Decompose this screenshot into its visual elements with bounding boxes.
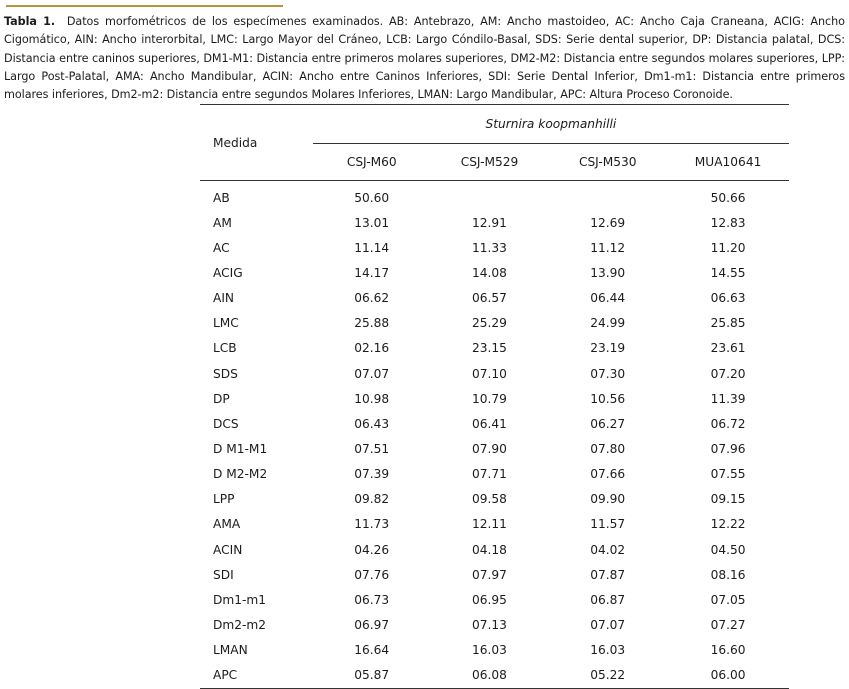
row-label: AMA xyxy=(213,517,241,532)
row-label: ACIG xyxy=(213,265,243,280)
table-cell: 12.11 xyxy=(472,517,507,532)
row-label: Dm2-m2 xyxy=(213,617,267,632)
row-label: DP xyxy=(213,391,230,406)
table-cell: 11.14 xyxy=(354,240,390,255)
table-cell: 07.07 xyxy=(590,617,626,632)
table-cell: 09.58 xyxy=(472,492,507,507)
table-cell: 09.82 xyxy=(354,492,390,507)
row-header-medida: Medida xyxy=(200,105,313,181)
row-label: AB xyxy=(213,190,230,205)
table-cell: 11.20 xyxy=(710,240,746,255)
table-cell: 07.71 xyxy=(472,467,507,482)
row-label: AC xyxy=(213,240,230,255)
table-cell: 11.73 xyxy=(354,517,390,532)
column-header: CSJ-M529 xyxy=(431,144,549,181)
table-cell: 14.08 xyxy=(472,265,507,280)
row-label: LMC xyxy=(213,316,239,331)
table-cell: 04.50 xyxy=(710,542,746,557)
table-cell: 06.95 xyxy=(472,592,507,607)
table-cell: 06.73 xyxy=(354,592,390,607)
table-row xyxy=(200,181,789,211)
table-cell: 11.12 xyxy=(590,240,626,255)
table-cell: 08.16 xyxy=(710,567,746,582)
table-cell: 25.85 xyxy=(710,316,746,331)
table-cell: 07.27 xyxy=(710,617,746,632)
row-label: APC xyxy=(213,668,238,683)
table-cell: 06.62 xyxy=(354,291,390,306)
table-row xyxy=(200,286,789,311)
table-cell: 07.87 xyxy=(590,567,626,582)
table-cell: 06.41 xyxy=(472,416,507,431)
table-cell: 11.39 xyxy=(710,391,746,406)
table-cell: 10.98 xyxy=(354,391,390,406)
table-cell: 24.99 xyxy=(590,316,626,331)
table-cell: 06.87 xyxy=(590,592,626,607)
row-label: D M2-M2 xyxy=(213,467,268,482)
row-label: Dm1-m1 xyxy=(213,592,267,607)
table-row xyxy=(200,612,789,637)
table-cell: 16.64 xyxy=(354,643,390,658)
table-cell: 04.18 xyxy=(472,542,507,557)
table-cell: 07.20 xyxy=(710,366,746,381)
caption-top-rule xyxy=(6,5,283,7)
table-cell: 09.15 xyxy=(710,492,746,507)
table-row xyxy=(200,436,789,461)
table-cell: 10.79 xyxy=(472,391,507,406)
table-row xyxy=(200,336,789,361)
table-cell: 16.60 xyxy=(710,643,746,658)
table-cell: 07.96 xyxy=(710,441,746,456)
table-row xyxy=(200,587,789,612)
caption-label: Tabla 1. xyxy=(4,15,56,28)
table-cell: 05.87 xyxy=(354,668,390,683)
table-cell: 11.57 xyxy=(590,517,626,532)
table-cell: 25.88 xyxy=(354,316,390,331)
column-header: CSJ-M60 xyxy=(313,144,431,181)
table-cell: 12.69 xyxy=(590,215,626,230)
table-cell: 07.10 xyxy=(472,366,507,381)
table-row xyxy=(200,487,789,512)
row-label: D M1-M1 xyxy=(213,441,268,456)
row-label: SDI xyxy=(213,567,234,582)
table-cell: 07.55 xyxy=(710,467,746,482)
table-cell: 07.30 xyxy=(590,366,626,381)
table-cell: 25.29 xyxy=(472,316,507,331)
table-cell: 14.55 xyxy=(710,265,746,280)
table-cell: 07.90 xyxy=(472,441,507,456)
table-cell: 07.80 xyxy=(590,441,626,456)
row-label: LMAN xyxy=(213,643,248,658)
table-cell: 06.00 xyxy=(710,668,746,683)
table-cell: 16.03 xyxy=(472,643,507,658)
table-cell: 13.90 xyxy=(590,265,626,280)
table-cell: 07.05 xyxy=(710,592,746,607)
row-label: AIN xyxy=(213,291,235,306)
table-cell: 50.66 xyxy=(710,190,746,205)
table-cell: 06.27 xyxy=(590,416,626,431)
column-header: MUA10641 xyxy=(667,144,789,181)
table-row xyxy=(200,512,789,537)
table-row xyxy=(200,210,789,235)
table-cell: 02.16 xyxy=(354,341,390,356)
table-cell: 06.63 xyxy=(710,291,746,306)
table-cell: 06.97 xyxy=(354,617,390,632)
table-cell: 12.83 xyxy=(710,215,746,230)
row-label: DCS xyxy=(213,416,239,431)
table-cell: 06.08 xyxy=(472,668,507,683)
table-cell: 07.13 xyxy=(472,617,507,632)
table-row xyxy=(200,537,789,562)
table-cell: 07.51 xyxy=(354,441,390,456)
table-row xyxy=(200,386,789,411)
table-cell: 50.60 xyxy=(354,190,390,205)
column-header: CSJ-M530 xyxy=(548,144,667,181)
table-row xyxy=(200,260,789,285)
table-cell: 06.43 xyxy=(354,416,390,431)
table-cell: 07.07 xyxy=(354,366,390,381)
table-body xyxy=(200,181,789,689)
table-row xyxy=(200,411,789,436)
table-row xyxy=(200,311,789,336)
table-cell: 04.26 xyxy=(354,542,390,557)
table-cell: 07.76 xyxy=(354,567,390,582)
table-cell xyxy=(548,181,667,211)
row-label: SDS xyxy=(213,366,238,381)
table-cell: 16.03 xyxy=(590,643,626,658)
table-cell: 05.22 xyxy=(590,668,626,683)
table-row xyxy=(200,235,789,260)
table-row xyxy=(200,638,789,663)
table-cell: 14.17 xyxy=(354,265,390,280)
table-cell: 04.02 xyxy=(590,542,626,557)
morphometric-table-container xyxy=(200,104,789,689)
table-cell: 07.97 xyxy=(472,567,507,582)
table-cell: 23.19 xyxy=(590,341,626,356)
table-cell: 06.72 xyxy=(710,416,746,431)
table-cell: 23.15 xyxy=(472,341,507,356)
row-label: ACIN xyxy=(213,542,243,557)
row-label: LPP xyxy=(213,492,235,507)
table-cell: 12.22 xyxy=(710,517,746,532)
species-header: Sturnira koopmanhilli xyxy=(313,105,789,144)
table-cell: 09.90 xyxy=(590,492,626,507)
table-row xyxy=(200,361,789,386)
table-row xyxy=(200,462,789,487)
table-cell: 06.44 xyxy=(590,291,626,306)
table-cell: 23.61 xyxy=(710,341,746,356)
morphometric-table xyxy=(200,104,789,689)
table-cell: 13.01 xyxy=(354,215,390,230)
table-cell: 07.66 xyxy=(590,467,626,482)
table-row xyxy=(200,663,789,689)
table-caption xyxy=(4,13,845,104)
table-cell xyxy=(431,181,549,211)
row-label: LCB xyxy=(213,341,237,356)
table-cell: 10.56 xyxy=(590,391,626,406)
table-cell: 11.33 xyxy=(472,240,507,255)
table-header xyxy=(200,105,789,181)
table-cell: 07.39 xyxy=(354,467,390,482)
table-row xyxy=(200,562,789,587)
caption-text: Datos morfométricos de los especímenes examinados. AB: Antebrazo, AM: Ancho mastoideo, AC: Ancho Caja Craneana, ACIG: Ancho Cigomático, AIN: Ancho interorbital, LMC: Largo Mayor del Cráneo, LCB: Largo Cóndilo-Basal, SDS: Serie dental superior, DP: Distancia palatal, DCS: Distancia entre caninos superiores, DM1-M1: Distancia entre primeros molares superiores, DM2-M2: Distancia entre segundos molares superiores, LPP: Largo Post-Palatal, AMA: Ancho Mandibular, ACIN: Ancho entre Caninos Inferiores, SDI: Serie Dental Inferior, Dm1-m1: Distancia entre primeros molares inferiores, Dm2-m2: Distancia entre segundos Molares Inferiores, LMAN: Largo Mandibular, APC: Altura Proceso Coronoide. xyxy=(4,15,845,102)
table-cell: 06.57 xyxy=(472,291,507,306)
table-cell: 12.91 xyxy=(472,215,507,230)
row-label: AM xyxy=(213,215,232,230)
